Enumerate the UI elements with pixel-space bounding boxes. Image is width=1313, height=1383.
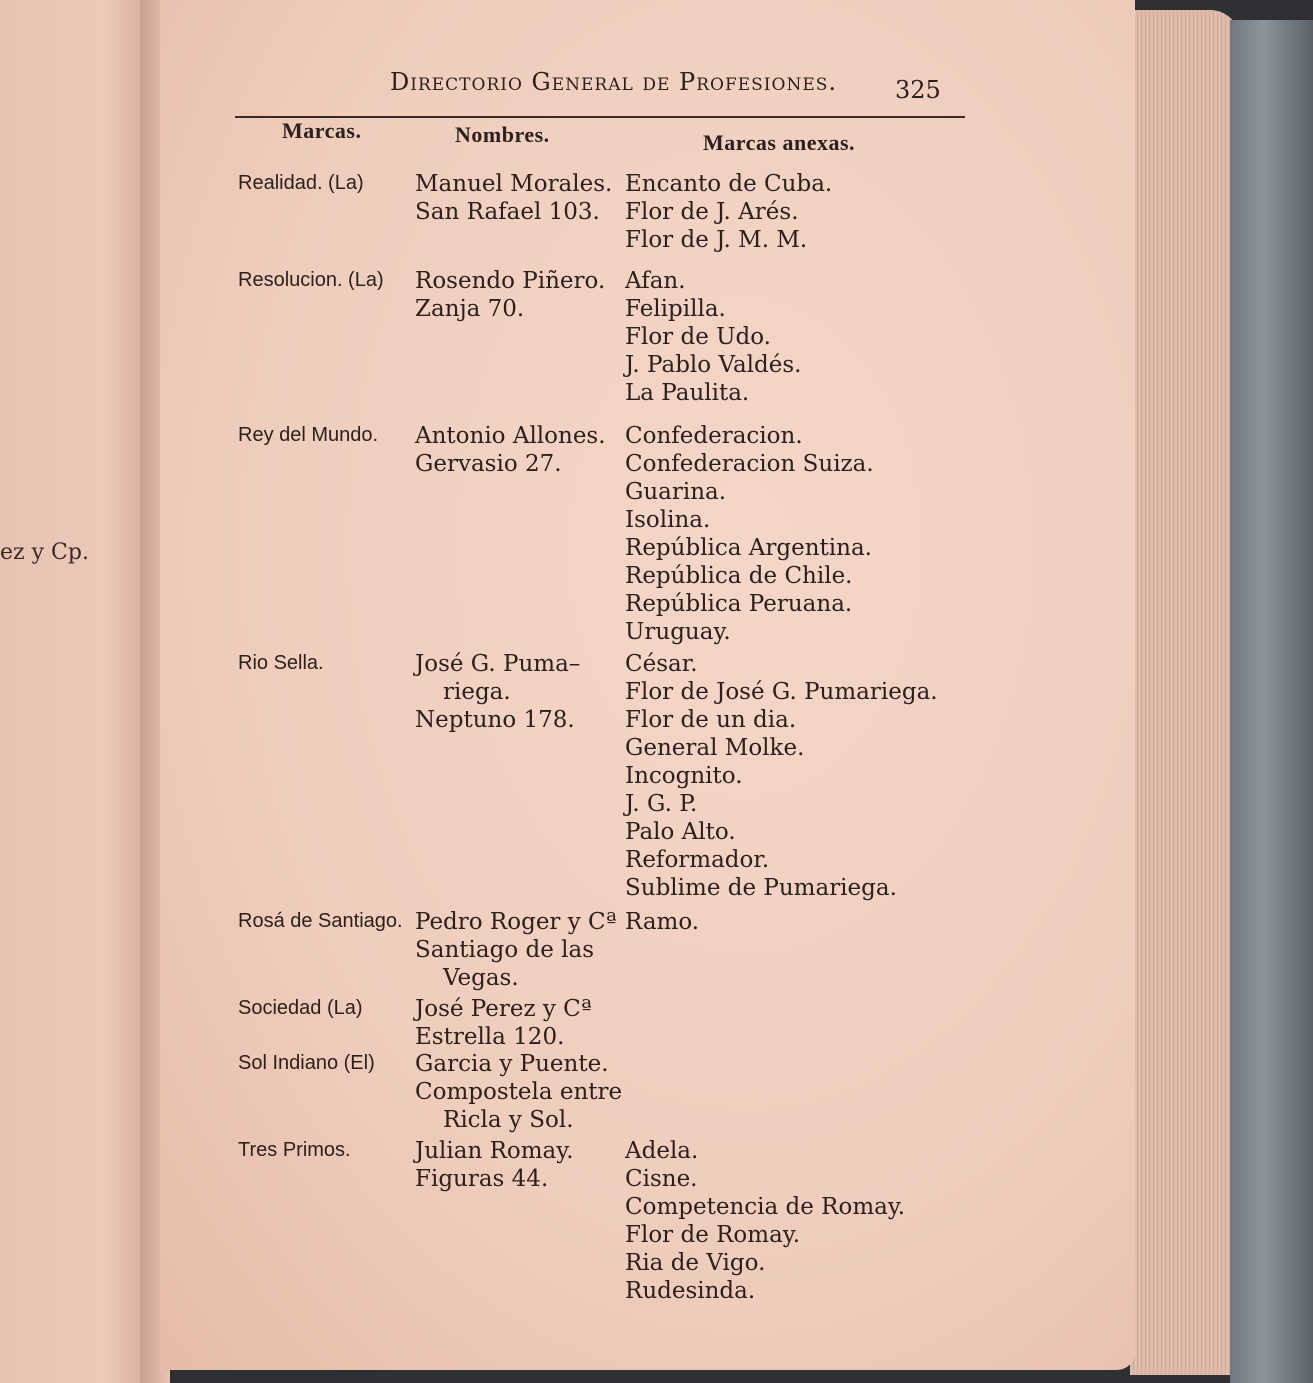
entry-anexa-line: Uruguay.: [625, 619, 731, 645]
entry-anexa-line: Ria de Vigo.: [625, 1250, 766, 1276]
entry-anexa-line: Adela.: [625, 1138, 699, 1164]
entry-anexa-line: Flor de un dia.: [625, 707, 797, 733]
entry-anexa-line: Isolina.: [625, 507, 711, 533]
page-title: Directorio General de Profesiones.: [390, 68, 838, 96]
entry-nombre-line: Garcia y Puente.: [415, 1051, 609, 1077]
entry-marca: Tres Primos.: [238, 1139, 351, 1161]
left-page: [0, 0, 150, 1383]
entry-anexa-line: Competencia de Romay.: [625, 1194, 906, 1220]
entry-nombre: [415, 1137, 574, 1193]
entry-anexa-line: Afan.: [625, 268, 686, 294]
entry-nombre-line: Compostela entre: [415, 1079, 623, 1105]
entry-anexa-line: Ramo.: [625, 909, 700, 935]
column-header-marcas: Marcas.: [282, 118, 362, 143]
entry-anexa-line: Encanto de Cuba.: [625, 171, 833, 197]
entry-nombre-line: San Rafael 103.: [415, 199, 600, 225]
entry-nombre-line: José Perez y Cª: [415, 996, 592, 1022]
entry-nombre-line: Rosendo Piñero.: [415, 268, 606, 294]
column-header-nombres: Nombres.: [455, 122, 550, 147]
entry-nombre: [415, 170, 612, 226]
entry-nombre-line: Neptuno 178.: [415, 707, 575, 733]
entry-marca: Rosá de Santiago.: [238, 910, 403, 932]
entry-anexa-line: Flor de Romay.: [625, 1222, 801, 1248]
entry-anexas: [625, 908, 699, 936]
entry-anexa-line: Incognito.: [625, 763, 743, 789]
entry-nombre: [415, 422, 606, 478]
entry-nombre: [415, 267, 605, 323]
entry-anexas: [625, 650, 938, 902]
entry-nombre-line: Santiago de las: [415, 937, 594, 963]
entry-nombre: [415, 1050, 622, 1134]
entry-anexa-line: Flor de Udo.: [625, 324, 771, 350]
entry-marca: Realidad. (La): [238, 172, 364, 194]
entry-nombre-line: Ricla y Sol.: [443, 1107, 574, 1133]
entry-nombre-line: Figuras 44.: [415, 1166, 549, 1192]
entry-anexa-line: Palo Alto.: [625, 819, 736, 845]
entry-anexa-line: Guarina.: [625, 479, 727, 505]
entry-anexa-line: General Molke.: [625, 735, 805, 761]
entry-nombre-line: riega.: [443, 679, 511, 705]
entry-anexa-line: República Argentina.: [625, 535, 872, 561]
entry-anexa-line: República de Chile.: [625, 563, 853, 589]
entry-nombre-line: Zanja 70.: [415, 296, 525, 322]
entry-anexa-line: Felipilla.: [625, 296, 726, 322]
entry-nombre-line: Gervasio 27.: [415, 451, 562, 477]
entry-anexas: [625, 1137, 905, 1305]
entry-nombre: [415, 908, 617, 992]
entry-anexa-line: La Paulita.: [625, 380, 750, 406]
entry-marca: Resolucion. (La): [238, 269, 384, 291]
entry-anexas: [625, 422, 874, 646]
book-cover: [1230, 20, 1313, 1383]
entry-marca: Rio Sella.: [238, 652, 324, 674]
entry-anexas: [625, 170, 832, 254]
entry-anexas: [625, 267, 801, 407]
entry-nombre-line: Vegas.: [443, 965, 519, 991]
entry-anexa-line: Cisne.: [625, 1166, 698, 1192]
entry-anexa-line: Rudesinda.: [625, 1278, 756, 1304]
entry-nombre-line: Manuel Morales.: [415, 171, 613, 197]
entry-marca: Sociedad (La): [238, 997, 363, 1019]
entry-nombre: [415, 650, 580, 734]
entry-marca: Rey del Mundo.: [238, 424, 379, 446]
entry-anexa-line: Flor de José G. Pumariega.: [625, 679, 938, 705]
entry-nombre-line: Antonio Allones.: [415, 423, 606, 449]
entry-anexa-line: J. G. P.: [625, 791, 698, 817]
entry-marca: Sol Indiano (El): [238, 1052, 375, 1074]
entry-anexa-line: Confederacion.: [625, 423, 803, 449]
entry-anexa-line: Reformador.: [625, 847, 770, 873]
entry-anexa-line: César.: [625, 651, 698, 677]
entry-anexa-line: J. Pablo Valdés.: [625, 352, 802, 378]
column-header-anexas: Marcas anexas.: [703, 130, 856, 155]
entry-anexa-line: República Peruana.: [625, 591, 853, 617]
entry-anexa-line: Flor de J. M. M.: [625, 227, 808, 253]
page-edges: [1130, 10, 1240, 1375]
page-number: 325: [895, 76, 941, 104]
entry-anexa-line: Confederacion Suiza.: [625, 451, 874, 477]
entry-nombre-line: José G. Puma–: [415, 651, 581, 677]
entry-nombre-line: Julian Romay.: [415, 1138, 574, 1164]
entry-anexa-line: Flor de J. Arés.: [625, 199, 799, 225]
entry-anexa-line: Sublime de Pumariega.: [625, 875, 897, 901]
left-page-fragment: ez y Cp.: [0, 540, 89, 565]
entry-nombre: [415, 995, 592, 1051]
entry-nombre-line: Pedro Roger y Cª: [415, 909, 617, 935]
page-header: [235, 60, 965, 118]
entry-nombre-line: Estrella 120.: [415, 1024, 565, 1050]
